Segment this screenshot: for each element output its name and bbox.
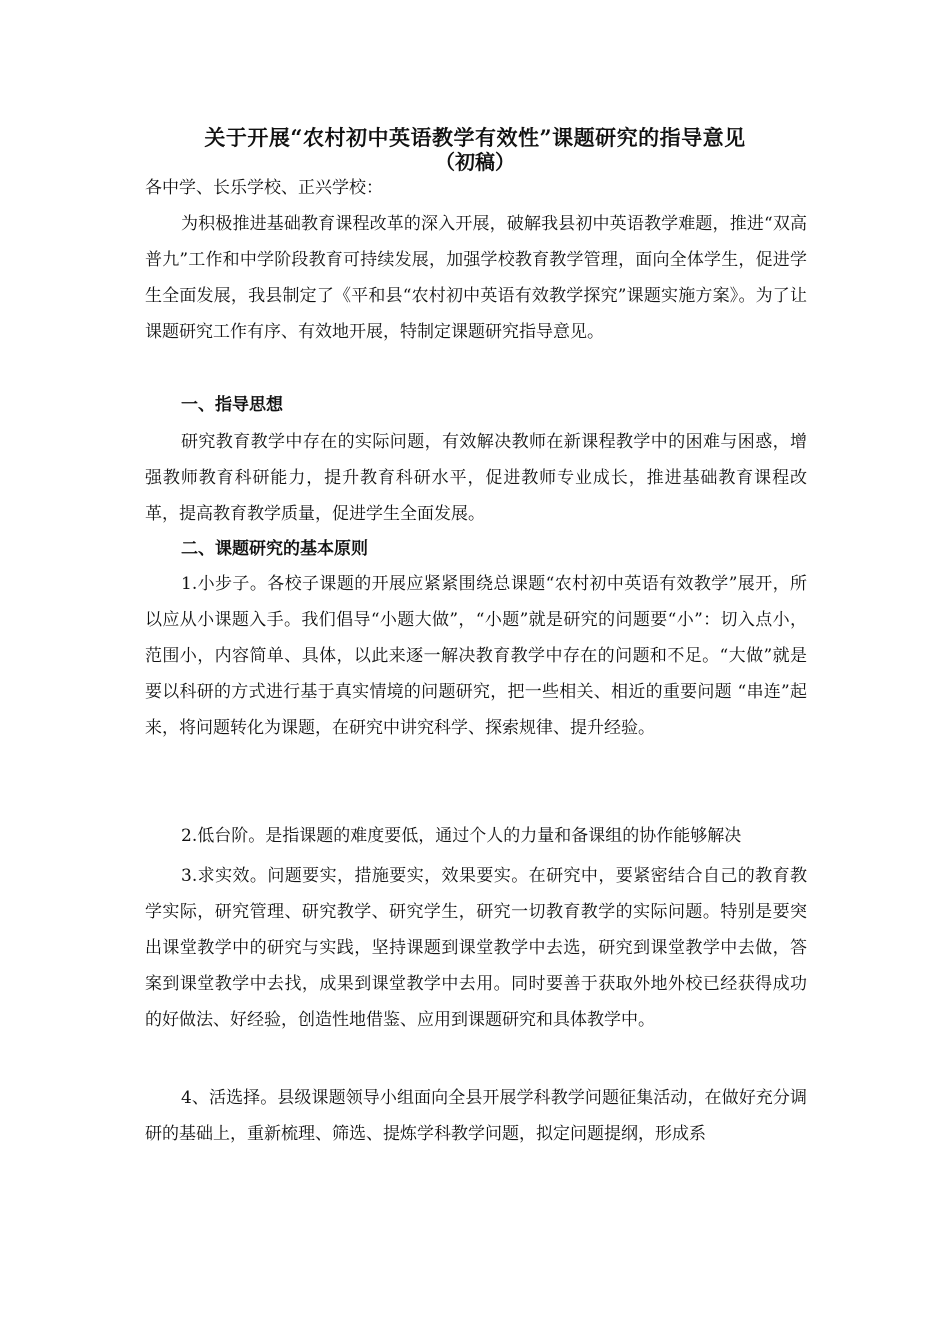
principle-1-paragraph: [145, 566, 807, 746]
section-heading-guiding-thought: 一、指导思想: [181, 395, 283, 415]
salutation-text: 各中学、长乐学校、正兴学校：: [145, 178, 383, 198]
salutation: [145, 170, 807, 206]
section1-text: 研究教育教学中存在的实际问题，有效解决教师在新课程教学中的困难与困惑，增强教师教育科研能力，提升教育科研水平，促进教师专业成长，推进基础教育课程改革，提高教育教学质量，促进学生全面发展。: [145, 432, 807, 524]
principle-2-text: 2.低台阶。是指课题的难度要低，通过个人的力量和备课组的协作能够解决: [181, 826, 742, 846]
section-heading-basic-principles: 二、课题研究的基本原则: [181, 539, 368, 559]
principle-2-paragraph: [145, 818, 807, 854]
intro-text: 为积极推进基础教育课程改革的深入开展，破解我县初中英语教学难题，推进“双高普九”工作和中学阶段教育可持续发展，加强学校教育教学管理，面向全体学生，促进学生全面发展，我县制定了《平和县“农村初中英语有效教学探究”课题实施方案》。为了让课题研究工作有序、有效地开展，特制定课题研究指导意见。: [145, 214, 807, 342]
document-title: 关于开展“农村初中英语教学有效性”课题研究的指导意见: [204, 125, 746, 150]
section1-paragraph: [145, 424, 807, 532]
principle-4-text: 4、活选择。县级课题领导小组面向全县开展学科教学问题征集活动，在做好充分调研的基础上，重新梳理、筛选、提炼学科教学问题，拟定问题提纲，形成系: [145, 1088, 807, 1144]
principle-1-text: 1.小步子。各校子课题的开展应紧紧围绕总课题“农村初中英语有效教学”展开，所以应从小课题入手。我们倡导“小题大做”，“小题”就是研究的问题要“小”：切入点小，范围小，内容简单、具体，以此来逐一解决教育教学中存在的问题和不足。“大做”就是要以科研的方式进行基于真实情境的问题研究，把一些相关、相近的重要问题 “串连”起来，将问题转化为课题，在研究中讲究科学、探索规律、提升经验。: [145, 574, 807, 738]
principle-4-paragraph: [145, 1080, 807, 1152]
principle-3-text: 3.求实效。问题要实，措施要实，效果要实。在研究中，要紧密结合自己的教育教学实际，研究管理、研究教学、研究学生，研究一切教育教学的实际问题。特别是要突出课堂教学中的研究与实践，坚持课题到课堂教学中去选，研究到课堂教学中去做，答案到课堂教学中去找，成果到课堂教学中去用。同时要善于获取外地外校已经获得成功的好做法、好经验，创造性地借鉴、应用到课题研究和具体教学中。: [145, 866, 807, 1030]
principle-3-paragraph: [145, 858, 807, 1038]
document-subtitle: （初稿）: [435, 150, 515, 174]
intro-paragraph: [145, 206, 807, 350]
